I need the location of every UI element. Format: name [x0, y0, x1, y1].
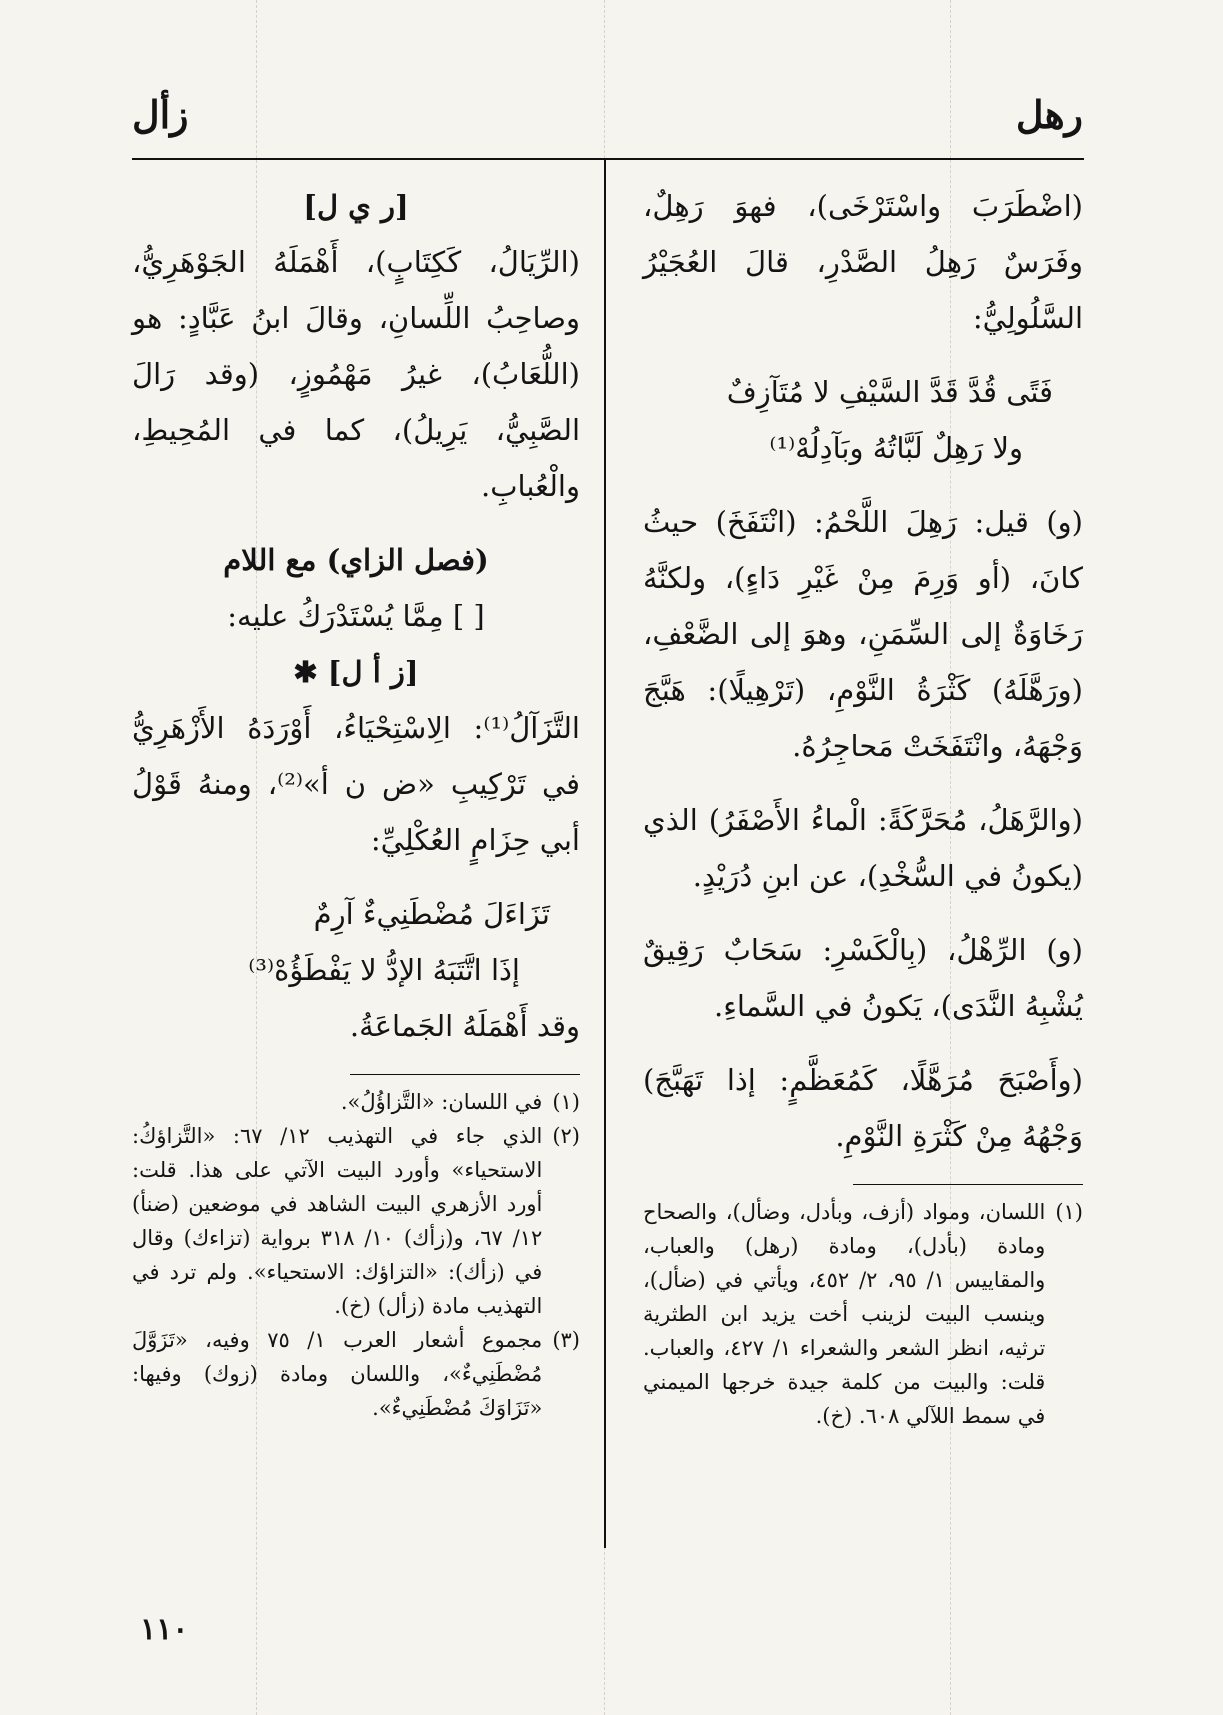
footnote — [643, 1195, 1083, 1433]
entry-paragraph: (والرَّهَلُ، مُحَرَّكَةً: الْماءُ الأَصْفَرُ) الذي (يكونُ في السُّخْدِ)، عن ابنِ دُرَيْدٍ. — [643, 803, 1083, 893]
footnote-rule — [350, 1074, 580, 1075]
addendum-note: [ ] مِمَّا يُسْتَدْرَكُ عليه: — [227, 599, 485, 633]
header-rule — [132, 158, 1084, 160]
left-column — [132, 178, 580, 1425]
page-number: ١١٠ — [140, 1612, 189, 1647]
footnote-number: (١) — [552, 1090, 580, 1114]
entry-heading: [ر ي ل] — [303, 189, 409, 223]
footnotes — [132, 1085, 580, 1425]
right-column — [643, 178, 1083, 1433]
entry-paragraph: (اضْطَرَبَ واسْتَرْخَى)، فهوَ رَهِلٌ، وفَرَسٌ رَهِلُ الصَّدْرِ، قالَ العُجَيْرُ السَّلُولِيُّ: — [643, 189, 1083, 335]
entry-paragraph: (الرِّيَالُ، كَكِتَابٍ)، أَهْمَلَهُ الجَوْهَرِيُّ، وصاحِبُ اللِّسانِ، وقالَ ابنُ عَبَّادٍ: هو (اللُّعَابُ)، غيرُ مَهْمُوزٍ، (وقد رَالَ الصَّبِيُّ، يَرِيلُ)، كما في المُحِيطِ، والْعُبابِ. — [132, 245, 580, 503]
footnote-text: الذي جاء في التهذيب ١٢/ ٦٧: «التَّزاؤكُ: الاستحياء» وأورد البيت الآتي على هذا. قلت: أورد الأزهري البيت الشاهد في موضعين (ضنأ) ١٢/ ٦٧، و(زأك) ١٠/ ٣١٨ برواية (تزاءك) وقال في (زأك): «التزاؤك: الاستحياء». ولم ترد في التهذيب مادة (زأل) (خ). — [132, 1124, 543, 1318]
verse-line: فَتًى قُدَّ قَدَّ السَّيْفِ لا مُتَآزِفٌ — [726, 375, 1053, 409]
entry-paragraph: (وأَصْبَحَ مُرَهَّلًا، كَمُعَظَّمٍ: إذا تَهَبَّجَ) وَجْهُهُ مِنْ كَثْرَةِ النَّوْمِ. — [643, 1063, 1083, 1153]
footnote-text: في اللسان: «التَّزاؤُلُ». — [340, 1090, 543, 1114]
entry-paragraph: وقد أَهْمَلَهُ الجَماعَةُ. — [349, 1009, 580, 1043]
footnote — [132, 1085, 580, 1119]
footnotes — [643, 1195, 1083, 1433]
footnote-number: (٣) — [552, 1328, 580, 1352]
footnote-text: مجموع أشعار العرب ١/ ٧٥ وفيه، «تَزَوَّلَ مُضْطَنِيءٌ»، واللسان ومادة (زوك) وفيها: «تَزَاوَكَ مُضْطَنِيءٌ». — [132, 1328, 543, 1420]
footnote-text: اللسان، ومواد (أزف، وبأدل، وضأل)، والصحاح ومادة (بأدل)، ومادة (رهل) والعباب، والمقاييس ١/ ٩٥، ٢/ ٤٥٢، ويأتي في (ضأل)، وينسب البيت لزينب أخت يزيد ابن الطثرية ترثيه، انظر الشعر والشعراء ١/ ٤٢٧، والعباب. قلت: والبيت من كلمة جيدة خرجها الميمني في سمط اللآلي ٦٠٨. (خ). — [643, 1200, 1046, 1428]
verse-line: تَزَاءَلَ مُضْطَنِيءٌ آرِمٌ — [313, 897, 550, 931]
verse-line: إذَا اتَّتَبَهُ الإدُّ لا يَفْطَؤُهْ⁽³⁾ — [248, 953, 520, 987]
entry-paragraph: التَّزَآلُ⁽¹⁾: الِاسْتِحْيَاءُ، أَوْرَدَهُ الأَزْهَرِيُّ في تَرْكِيبِ «ض ن أ»⁽²⁾، ومنهُ قَوْلُ أبي حِزَامٍ العُكْلِيِّ: — [132, 711, 580, 857]
section-heading: (فصل الزاي) مع اللام — [223, 543, 489, 577]
running-header-right: رهل — [1015, 92, 1083, 137]
entry-paragraph: (و) الرِّهْلُ، (بِالْكَسْرِ: سَحَابٌ رَقِيقٌ يُشْبِهُ النَّدَى)، يَكونُ في السَّماءِ. — [643, 933, 1083, 1023]
footnote — [132, 1323, 580, 1425]
entry-paragraph: (و) قيل: رَهِلَ اللَّحْمُ: (انْتَفَخَ) حيثُ كانَ، (أو وَرِمَ مِنْ غَيْرِ دَاءٍ)، ولكنَّهُ رَخَاوَةٌ إلى السِّمَنِ، وهوَ إلى الضَّعْفِ، (ورَهَّلَهُ) كَثْرَةُ النَّوْمِ، (تَرْهِيلًا): هَبَّجَ وَجْهَهُ، وانْتَفَخَتْ مَحاجِرُهُ. — [643, 505, 1083, 763]
footnote-number: (١) — [1055, 1200, 1083, 1224]
verse-line: ولا رَهِلٌ لَبَّاتُهُ وبَآدِلُهْ⁽¹⁾ — [769, 431, 1023, 465]
footnote-rule — [853, 1184, 1083, 1185]
entry-heading: [ز أ ل] ✱ — [293, 655, 419, 689]
footnote-number: (٢) — [552, 1124, 580, 1148]
footnote — [132, 1119, 580, 1323]
running-header-left: زأل — [132, 92, 189, 137]
column-divider — [604, 158, 606, 1548]
